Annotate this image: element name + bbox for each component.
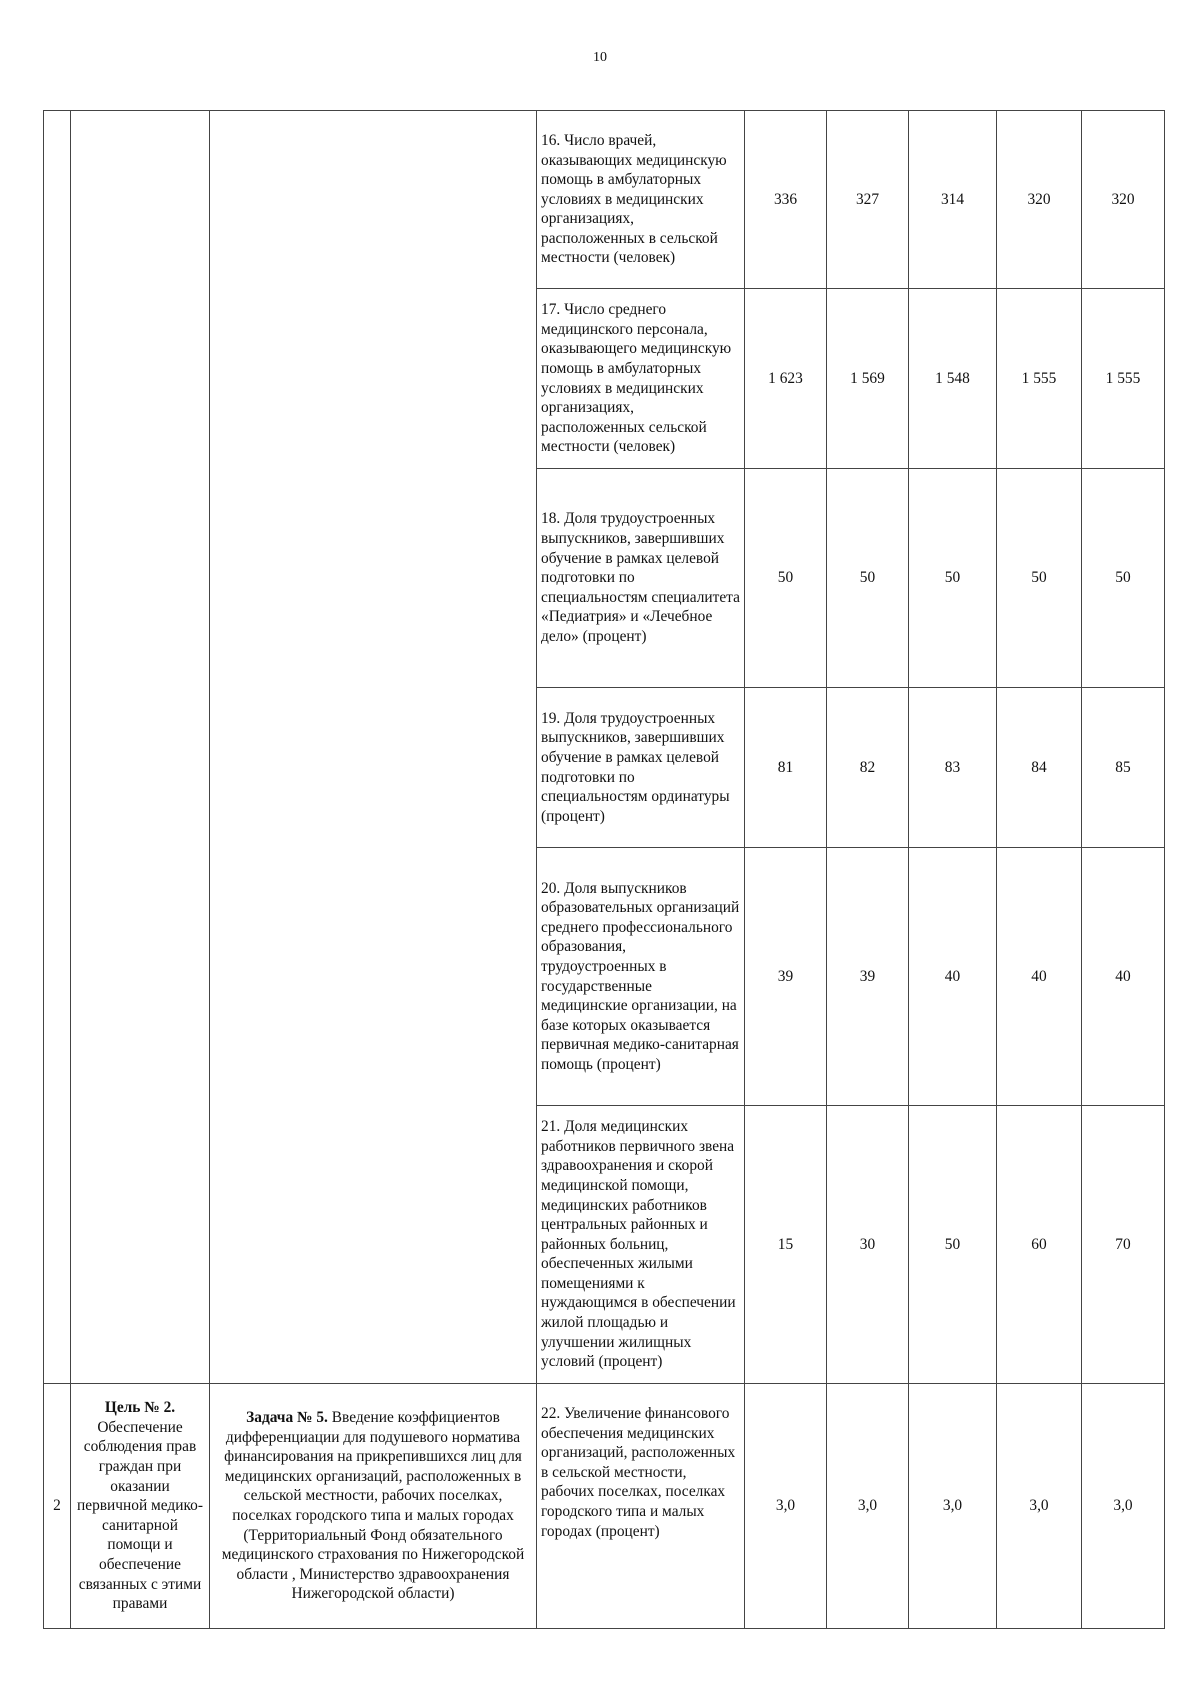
goal-cell [71,1384,210,1629]
value-cell: 50 [1082,469,1165,688]
page-number: 10 [593,50,607,65]
value-cell: 40 [997,848,1082,1106]
value-cell: 3,0 [997,1384,1082,1629]
value-cell: 1 623 [745,289,827,469]
indicator-cell: 21. Доля медицинских работников первичного звена здравоохранения и скорой медицинской помощи, медицинских работников центральных районных и районных больниц, обеспеченных жилыми помещениями к нуждающимся в обеспечении жилой площадью и улучшении жилищных условий (процент) [537,1106,745,1384]
indicators-table [43,110,1165,1629]
value-cell: 50 [997,469,1082,688]
empty-task-cell [210,111,537,1384]
value-cell: 82 [827,688,909,848]
empty-goal-cell [71,111,210,1384]
task-text: Введение коэффициентов дифференциации для подушевого норматива финансирования на прикрепившихся лиц для медицинских организаций, расположенных в сельской местности, рабочих поселках, поселках городского типа и малых городах (Территориальный Фонд обязательного медицинского страхования по Нижегородской области , Министерство здравоохранения Нижегородской области) [221,1409,525,1603]
value-cell: 81 [745,688,827,848]
value-cell: 15 [745,1106,827,1384]
task-title: Задача № 5. [246,1409,328,1427]
value-cell: 70 [1082,1106,1165,1384]
value-cell: 40 [1082,848,1165,1106]
value-cell: 39 [827,848,909,1106]
value-cell: 60 [997,1106,1082,1384]
value-cell: 83 [909,688,997,848]
value-cell: 50 [745,469,827,688]
goal-row [44,1384,1165,1629]
value-cell: 1 555 [997,289,1082,469]
value-cell: 39 [745,848,827,1106]
value-cell: 40 [909,848,997,1106]
task-cell [210,1384,537,1629]
indicator-cell: 17. Число среднего медицинского персонала, оказывающего медицинскую помощь в амбулаторных условиях в медицинских организациях, расположенных сельской местности (человек) [537,289,745,469]
value-cell: 30 [827,1106,909,1384]
indicator-cell: 16. Число врачей, оказывающих медицинскую помощь в амбулаторных условиях в медицинских организациях, расположенных в сельской местности (человек) [537,111,745,289]
indicator-cell: 22. Увеличение финансового обеспечения медицинских организаций, расположенных в сельской местности, рабочих поселках, поселках городского типа и малых городах (процент) [537,1384,745,1629]
value-cell: 50 [827,469,909,688]
table-row [44,111,1165,289]
value-cell: 314 [909,111,997,289]
value-cell: 336 [745,111,827,289]
empty-number-cell [44,111,71,1384]
value-cell: 3,0 [1082,1384,1165,1629]
goal-text: Обеспечение соблюдения прав граждан при оказании первичной медико-санитарной помощи и обеспечение связанных с этими правами [77,1418,203,1613]
value-cell: 50 [909,1106,997,1384]
goal-title: Цель № 2. [104,1399,176,1417]
value-cell: 3,0 [827,1384,909,1629]
indicator-cell: 18. Доля трудоустроенных выпускников, завершивших обучение в рамках целевой подготовки по специальностям специалитета «Педиатрия» и «Лечебное дело» (процент) [537,469,745,688]
value-cell: 1 569 [827,289,909,469]
row-number-cell: 2 [44,1384,71,1629]
indicator-cell: 20. Доля выпускников образовательных организаций среднего профессионального образования, трудоустроенных в государственные медицинские организации, на базе которых оказывается первичная медико-санитарная помощь (процент) [537,848,745,1106]
value-cell: 3,0 [745,1384,827,1629]
indicator-cell: 19. Доля трудоустроенных выпускников, завершивших обучение в рамках целевой подготовки по специальностям ординатуры (процент) [537,688,745,848]
value-cell: 320 [1082,111,1165,289]
value-cell: 1 548 [909,289,997,469]
value-cell: 320 [997,111,1082,289]
value-cell: 3,0 [909,1384,997,1629]
value-cell: 50 [909,469,997,688]
value-cell: 84 [997,688,1082,848]
value-cell: 327 [827,111,909,289]
value-cell: 85 [1082,688,1165,848]
value-cell: 1 555 [1082,289,1165,469]
